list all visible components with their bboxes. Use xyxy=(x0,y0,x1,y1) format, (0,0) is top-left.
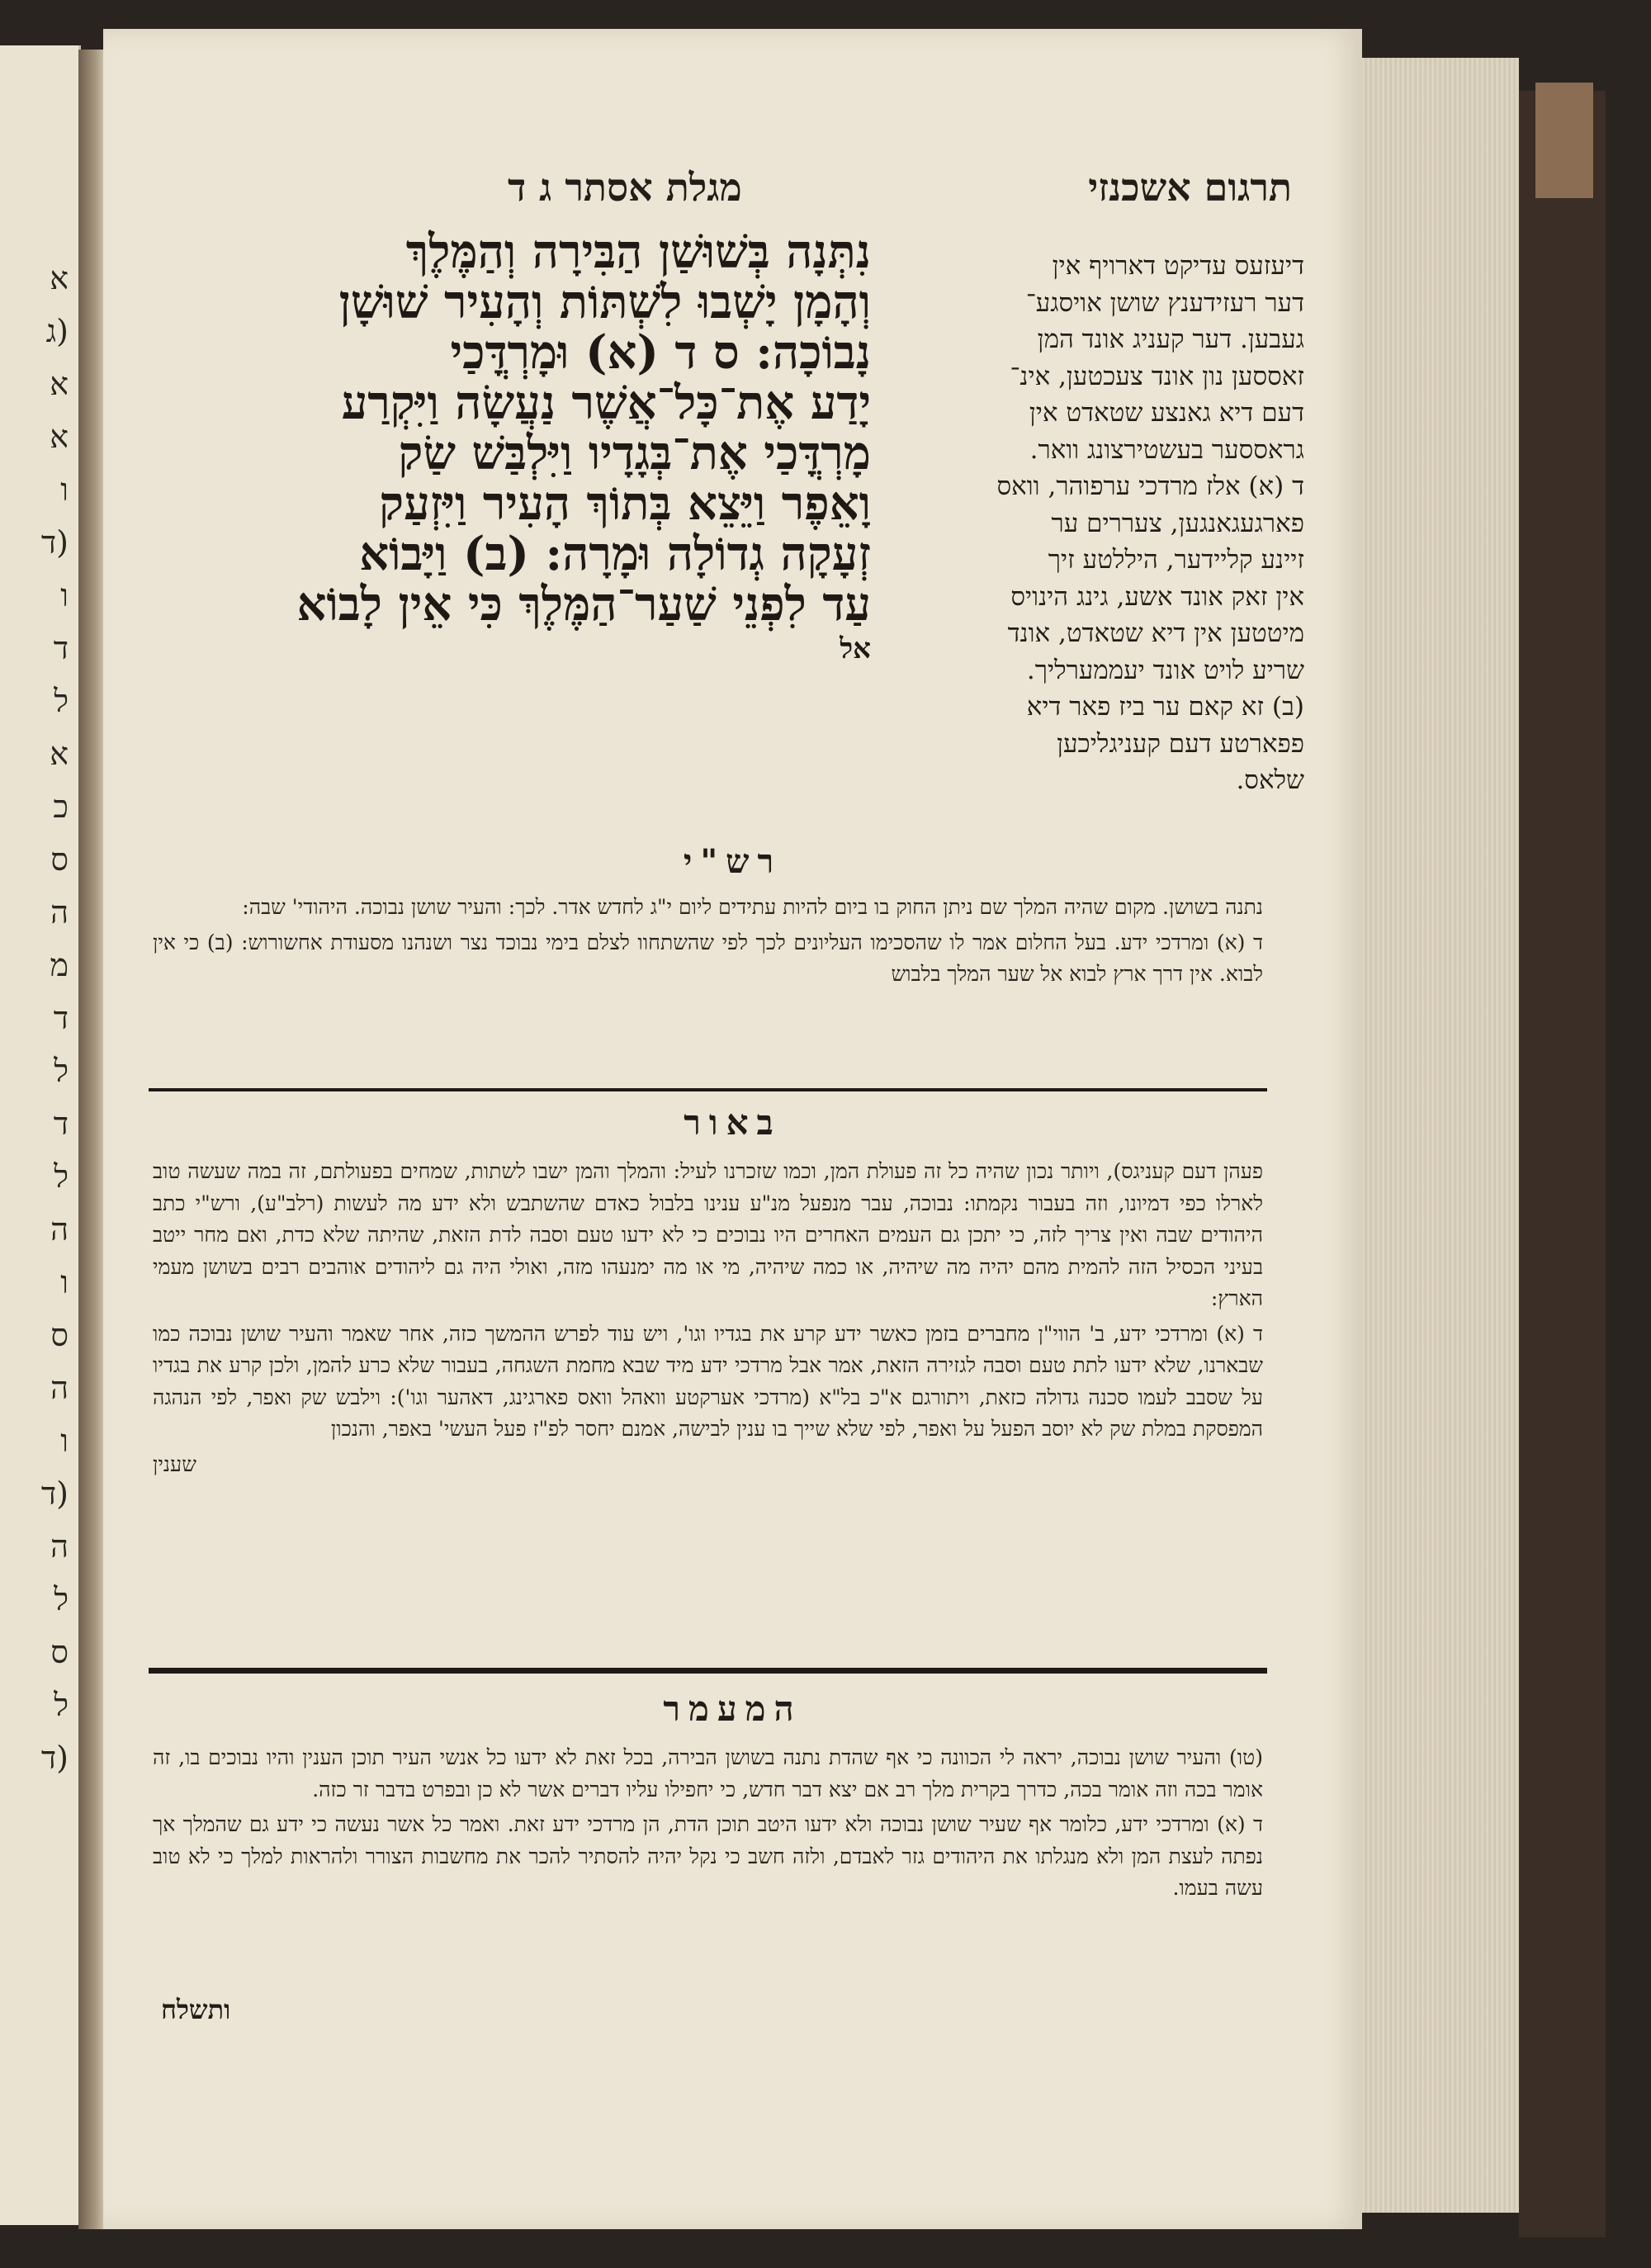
left-page-fragment: ה xyxy=(50,1528,69,1565)
rashi-paragraph: נתנה בשושן. מקום שהיה המלך שם ניתן החוק בו ביום להיות עתידים ליום י"ג לחדש אדר. לכך: והעיר שושן נבוכה. היהודי' שבה: xyxy=(242,895,1263,919)
cover-tab xyxy=(1535,83,1593,198)
left-page-fragment: (ד xyxy=(40,1740,69,1776)
maamar-paragraph: (טו) והעיר שושן נבוכה, יראה לי הכוונה כי אף שהדת נתנה בשושן הבירה, בכל זאת לא ידעו כל אנשי העיר תוכן הענין והיו נבוכים בו, זה אומר בכה וזה אומר בכה, כדרך בקרית מלך רב אם יצא דבר חדש, כי יחפילו עליו דברים אשר לא כן ובפרט בדבר זר כזה. xyxy=(153,1745,1263,1802)
targum-column xyxy=(949,248,1304,799)
left-page-fragment: ו xyxy=(60,1264,69,1300)
left-page-fragment: ס xyxy=(50,1317,69,1353)
left-page-fragment: ה xyxy=(50,894,69,930)
rashi-heading: רש"י xyxy=(683,842,783,881)
left-page-fragment: (ד xyxy=(40,524,69,561)
targum-line: גראססער בעשטירצונג וואר. xyxy=(1029,434,1304,465)
left-page-fragment: ו xyxy=(60,471,69,508)
left-page-fragment: ד xyxy=(53,1000,69,1036)
left-page-fragment: ו xyxy=(60,1423,69,1459)
left-page-fragment: ה xyxy=(50,1211,69,1248)
right-page xyxy=(103,29,1362,2229)
targum-line: (ב) זא קאם ער ביז פאר דיא xyxy=(1026,692,1304,722)
book-cover-edge xyxy=(1519,91,1606,2237)
section-divider xyxy=(149,1088,1267,1091)
biblical-line: נָבוֹכָה: ס ד (א) וּמָרְדֳּכַי xyxy=(450,325,871,380)
left-page-fragment: ה xyxy=(50,1370,69,1406)
left-page-fragment: א xyxy=(50,736,69,772)
targum-line: אין זאק אונד אשע, גינג הינויס xyxy=(1010,581,1304,612)
left-page-fragment: ל xyxy=(54,1581,69,1617)
biur-catchword: שענין xyxy=(153,1451,196,1476)
left-page-fragment: ד xyxy=(53,1106,69,1142)
maamar-paragraph: ד (א) ומרדכי ידע, כלומר אף שעיר שושן נבוכה ולא ידעו היטב תוכן הדת, הן מרדכי ידע זאת. ואמר כל אשר נעשה כי ידע גם שהמלך אך נפתה לעצת המן ולא מנגלתו את היהודים גזר לאבדם, ולזה חשב כי נקל יהיה להסתיר להכר את מחשבות הצורר ולהראות למלך כי לא טוב עשה בעמו. xyxy=(153,1812,1263,1900)
left-page-fragment: ד xyxy=(53,630,69,666)
left-page-fragment: (ג xyxy=(45,313,69,349)
biblical-line: וְהָמָן יָשְׁבוּ לִשְׁתּוֹת וְהָעִיר שׁוּשָׁן xyxy=(338,275,871,329)
targum-line: דיעזעס עדיקט דארויף אין xyxy=(1052,251,1304,281)
biur-commentary xyxy=(153,1156,1263,1484)
rashi-paragraph: ד (א) ומרדכי ידע. בעל החלום אמר לו שהסכימו העליונים לכך לפי שהשתחוו לצלם בימי נבוכד נצר ושנהנו מסעודת אחשורוש: (ב) כי אין לבוא. אין דרך ארץ לבוא אל שער המלך בלבוש xyxy=(153,930,1263,986)
left-page-fragment: ל xyxy=(54,1053,69,1089)
targum-line: פארגעגאנגען, צעררים ער xyxy=(1051,508,1304,538)
biblical-line: עַד לִפְנֵי שַׁעַר־הַמֶּלֶךְ כִּי אֵין לָבוֹא xyxy=(296,577,871,632)
targum-line: פפארטע דעם קעניגליכען xyxy=(1057,728,1304,759)
maamar-commentary xyxy=(153,1742,1263,1908)
left-page-fragment: ו xyxy=(60,577,69,613)
left-page-edge xyxy=(0,45,81,2225)
left-page-fragment: א xyxy=(50,260,69,296)
biblical-line: זְעָקָה גְדוֹלָה וּמָרָה: (ב) וַיָּבוֹא xyxy=(359,527,871,581)
left-page-fragment: (ד xyxy=(40,1475,69,1512)
page-catchword: ותשלח xyxy=(161,1994,231,2025)
left-page-fragment: ל xyxy=(54,1687,69,1723)
running-header-megillah: מגלת אסתר ג ד xyxy=(508,165,742,210)
page-block-edge xyxy=(1354,58,1519,2213)
targum-line: געבען. דער קעניג אונד המן xyxy=(1037,324,1304,354)
left-page-fragment: ס xyxy=(50,1634,69,1670)
running-header-targum: תרגום אשכנזי xyxy=(1088,165,1292,210)
targum-line: דער רעזידענץ שושן אויסגע־ xyxy=(1025,287,1304,318)
biur-heading: באור xyxy=(684,1102,782,1143)
targum-line: זיינע קליידער, היללטע זיך xyxy=(1048,545,1304,575)
biblical-line: מָרְדֳּכַי אֶת־בְּגָדָיו וַיִּלְבַּשׁ שַׂק xyxy=(398,426,871,481)
left-page-fragment: א xyxy=(50,366,69,402)
targum-line: שריע לויט אונד יעממערליך. xyxy=(1026,655,1304,685)
targum-line: שלאס. xyxy=(1236,765,1304,795)
targum-line: זאססען נון אונד צעכטען, אינ־ xyxy=(1010,361,1304,391)
left-page-fragment: ל xyxy=(54,1158,69,1195)
biblical-line: וָאֵפֶר וַיֵּצֵא בְּתוֹךְ הָעִיר וַיִּזְעַק xyxy=(379,476,871,531)
biblical-line: נִתְּנָה בְּשׁוּשַׁן הַבִּירָה וְהַמֶּלֶךְ xyxy=(405,225,871,279)
left-page-fragment: מ xyxy=(50,947,69,983)
left-page-fragment: ס xyxy=(50,841,69,878)
targum-line: מיטטען אין דיא שטאדט, אונד xyxy=(1007,618,1304,648)
rashi-commentary xyxy=(153,892,1263,994)
biblical-line: יָדַע אֶת־כָּל־אֲשֶׁר נַעֲשָׂה וַיִּקְרַע xyxy=(341,376,871,430)
targum-line: דעם דיא גאנצע שטאדט אין xyxy=(1029,398,1304,428)
maamar-heading: המעמר xyxy=(663,1688,802,1729)
left-page-fragment: א xyxy=(50,419,69,455)
targum-line: ד (א) אלז מרדכי ערפוהר, וואס xyxy=(996,471,1304,501)
biur-paragraph: פעהן דעם קעניגס), ויותר נכון שהיה כל זה פעולת המן, וכמו שזכרנו לעיל: והמלך והמן ישבו לשתות, שמחים בפעולתם, זה במה שעשה טוב לארלו כפי דמיונו, וזה בעבור נקמתו: נבוכה, עבר מנפעל מנ"ע ענינו בלבול כאדם שהשתבש ולא ידע מה לעשות (רלב"ע), ורש"י כתב היהודים שבה ואין צריך לזה, כי יתכן גם העמים האחרים היו נבוכים כי לא ידעו טעם וסבה לדת הזאת, שהיתה שלא כדת, ואם מחר ייטב בעיני הכסיל הזה להמית מהם יהיה מה שיהיה, או כמה שיהיה, מי או מה ימנעהו מזה, ואולי היה גם ליהודים אוהבים רבים בשושן מעמי הארץ: xyxy=(153,1159,1263,1310)
biblical-text-column xyxy=(161,227,871,663)
left-page-fragment: ל xyxy=(54,683,69,719)
biblical-catchword: אל xyxy=(840,632,871,665)
section-divider-thick xyxy=(149,1668,1267,1674)
biur-paragraph: ד (א) ומרדכי ידע, ב' הווי"ן מחברים בזמן כאשר ידע קרע את בגדיו וגו', ויש עוד לפרש ההמשך כזה, אחר שאמר והעיר שושן נבוכה כמו שבארנו, שלא ידעו לתת טעם וסבה לגזירה הזאת, אמר אבל מרדכי ידע מיד שבא מחמת השגחה, בעבור שלא כרע להמן, ולכן קרע את בגדיו על שסבב לעמו סכנה גדולה כזאת, ויתורגם א"כ בל"א (מרדכי אערקטע וואהל וואס פארגינג, דאהער וגו'): וילבש שק ואפר, לפי הנהגה המפסקת במלת שק לא יוסב הפעל על ואפר, לפי שלא שייך בו ענין לבישה, אמנם יחסר לפ"ז פעל העשי' באפר, והנכון xyxy=(153,1321,1263,1441)
left-page-fragment: כ xyxy=(53,788,69,825)
